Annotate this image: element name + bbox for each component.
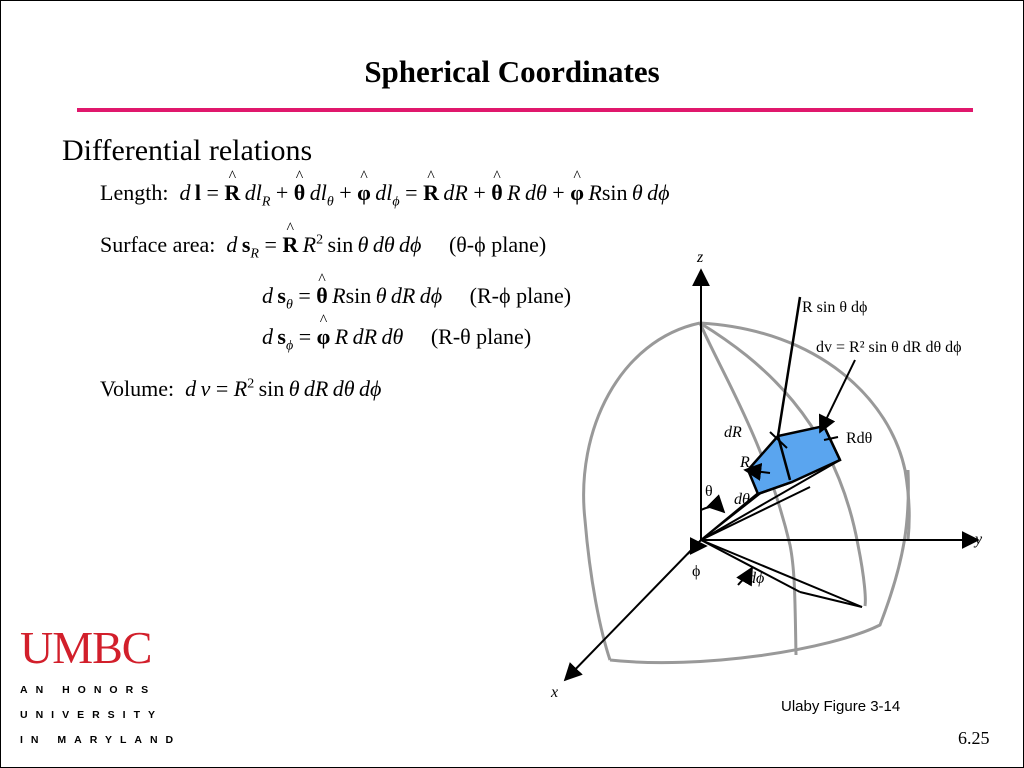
volume-equation: Volume: d $v = R^2$ sin θ dR dθ dϕ [100, 376, 382, 401]
y-axis-label: y [975, 531, 983, 548]
section-heading: Differential relations [62, 134, 313, 167]
title-underline [77, 108, 973, 112]
surface-equation-theta: d $s_\theta$ = ^ θ Rsin θ dR dϕ (R-ϕ plane) [262, 283, 571, 313]
volume-label: Volume: [100, 376, 175, 401]
rsin-dphi-label: R sin θ dϕ [802, 299, 868, 316]
dR-label: dR [724, 424, 742, 441]
volume-element [748, 297, 840, 494]
figure-caption: Ulaby Figure 3-14 [781, 698, 901, 715]
plane-R-theta: (R-θ plane) [430, 324, 532, 349]
figure-svg [540, 240, 1000, 710]
R-label: R [740, 454, 750, 471]
dtheta-label: dθ [734, 491, 750, 508]
dphi-label: dϕ [748, 570, 765, 587]
spherical-volume-figure [540, 240, 1000, 715]
plane-theta-phi: (θ-ϕ plane) [448, 232, 547, 257]
logo-tagline-3: IN MARYLAND [20, 734, 182, 746]
logo-tagline [20, 685, 181, 745]
dv-label: dv = R² sin θ dR dθ dϕ [816, 339, 962, 356]
umbc-logo [20, 622, 182, 760]
surface-equation-R: Surface area: d $s_R$ = ^ R $R^2$ sin θ dθ dϕ (θ-ϕ plane) [100, 232, 546, 262]
plane-R-phi: (R-ϕ plane) [469, 283, 572, 308]
length-equation: Length: d l = ^ R $dl_R$ + ^ θ $dl_\theta$ + ^ φ $dl_\phi$ = ^ R dR + ^ θ R dθ + ^ φ Rsin θ dϕ [100, 180, 670, 210]
phi-label: ϕ [692, 563, 701, 580]
x-axis [565, 540, 701, 680]
logo-tagline-1: AN HONORS [20, 684, 157, 696]
Rdtheta-label: Rdθ [846, 430, 873, 447]
z-axis-label: z [697, 249, 704, 266]
page-number: 6.25 [958, 728, 990, 748]
surface-label: Surface area: [100, 232, 216, 257]
x-axis-label: x [551, 684, 559, 701]
length-label: Length: [100, 180, 169, 205]
theta-label: θ [705, 483, 713, 500]
slide-title: Spherical Coordinates [364, 54, 660, 89]
surface-equation-phi: d $s_\phi$ = ^ φ R dR dθ (R-θ plane) [262, 324, 531, 354]
logo-wordmark: UMBC [20, 622, 152, 673]
logo-tagline-2: UNIVERSITY [20, 709, 164, 721]
